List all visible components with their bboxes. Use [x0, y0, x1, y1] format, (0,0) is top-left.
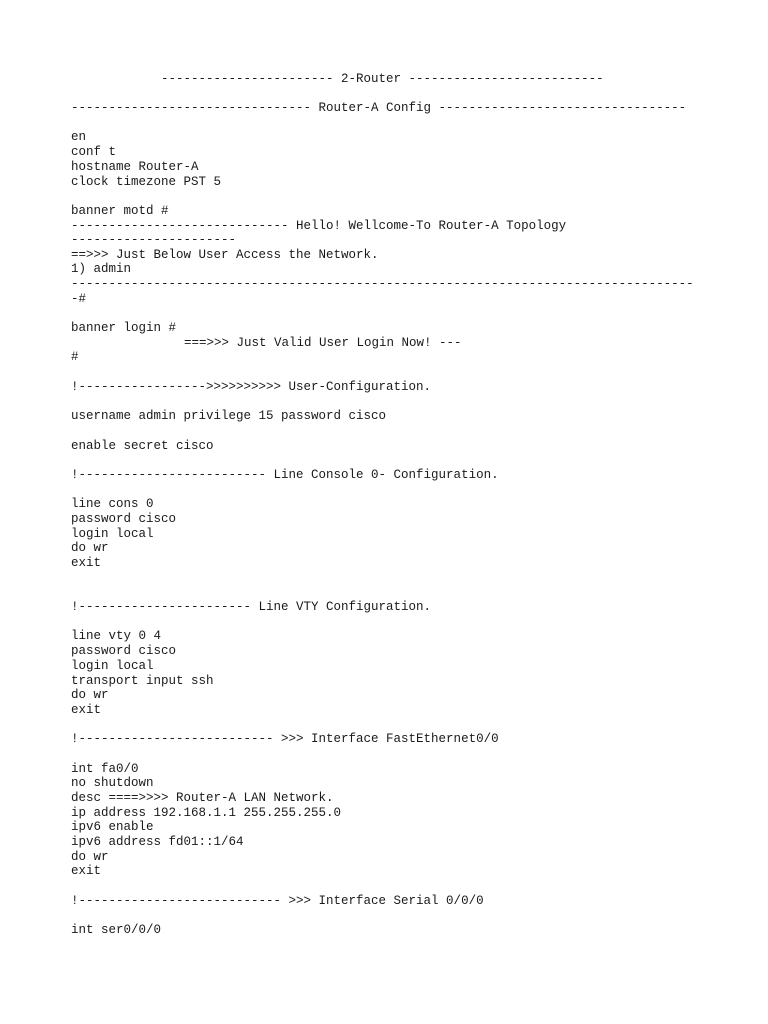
config-line: int fa0/0 — [71, 762, 139, 776]
config-line: exit — [71, 703, 102, 717]
config-line: login local — [71, 527, 154, 541]
config-line: line vty 0 4 — [71, 629, 162, 643]
comment-heading: !-------------------------- >>> Interface FastEthernet0/0 — [71, 732, 499, 746]
config-line: exit — [71, 864, 102, 878]
config-line: banner login # — [71, 321, 177, 335]
comment-heading: !----------------------- Line VTY Configuration. — [71, 600, 432, 614]
config-line: exit — [71, 556, 102, 570]
section-heading: -------------------------------- Router-A Config --------------------------------- — [71, 101, 687, 115]
config-line: line cons 0 — [71, 497, 154, 511]
config-line: banner motd # — [71, 204, 169, 218]
config-line: ----------------------------- Hello! Wellcome-To Router-A Topology — [71, 219, 567, 233]
config-line: password cisco — [71, 644, 177, 658]
config-line: transport input ssh — [71, 674, 214, 688]
config-line: desc ====>>>> Router-A LAN Network. — [71, 791, 334, 805]
config-line: do wr — [71, 688, 109, 702]
comment-heading: !--------------------------- >>> Interface Serial 0/0/0 — [71, 894, 484, 908]
config-line: conf t — [71, 145, 117, 159]
config-line: int ser0/0/0 — [71, 923, 162, 937]
config-line: login local — [71, 659, 154, 673]
config-line: hostname Router-A — [71, 160, 199, 174]
comment-heading: !----------------->>>>>>>>>> User-Configuration. — [71, 380, 432, 394]
config-line: ipv6 address fd01::1/64 — [71, 835, 244, 849]
config-line: enable secret cisco — [71, 439, 214, 453]
config-line: do wr — [71, 850, 109, 864]
config-line: ===>>> Just Valid User Login Now! --- — [184, 336, 462, 350]
config-line: ipv6 enable — [71, 820, 154, 834]
config-line: ==>>> Just Below User Access the Network. — [71, 248, 379, 262]
comment-heading: !------------------------- Line Console 0- Configuration. — [71, 468, 499, 482]
config-line: do wr — [71, 541, 109, 555]
config-line: # — [71, 350, 79, 364]
doc-title: ----------------------- 2-Router -------------------------- — [161, 72, 604, 86]
config-line: 1) admin — [71, 262, 132, 276]
config-line: no shutdown — [71, 776, 154, 790]
config-line: ---------------------- — [71, 233, 237, 247]
config-line: password cisco — [71, 512, 177, 526]
config-line: en — [71, 130, 87, 144]
config-line: ip address 192.168.1.1 255.255.255.0 — [71, 806, 342, 820]
config-line: ----------------------------------------------------------------------------------- — [71, 277, 694, 291]
config-line: username admin privilege 15 password cisco — [71, 409, 387, 423]
config-line: clock timezone PST 5 — [71, 175, 222, 189]
config-line: -# — [71, 292, 87, 306]
